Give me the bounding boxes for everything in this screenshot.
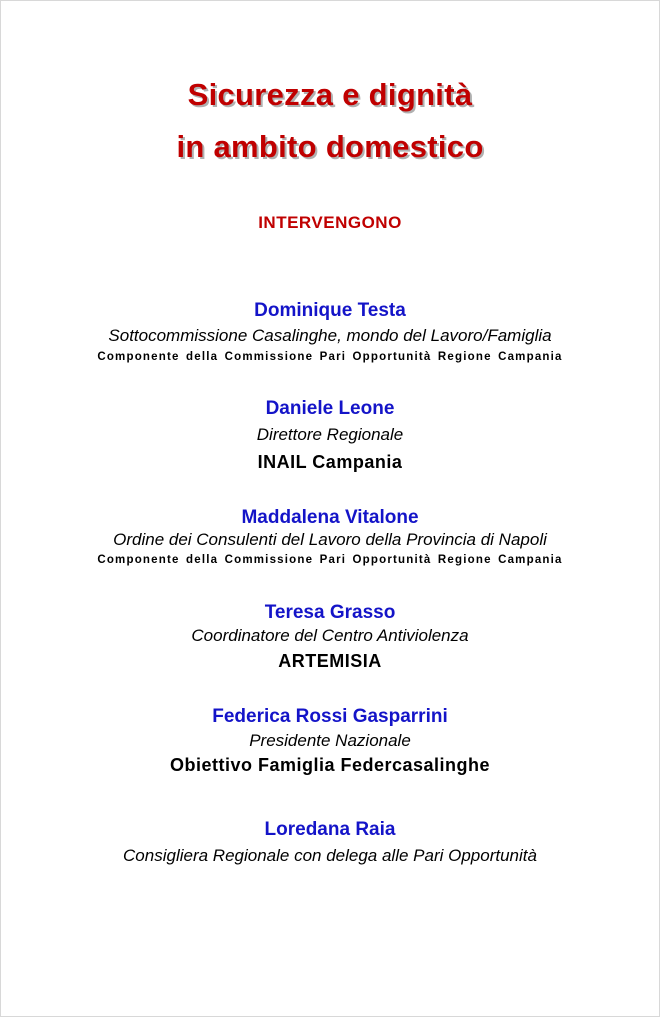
speaker-organization: Obiettivo Famiglia Federcasalinghe bbox=[169, 755, 491, 775]
speakers-heading: INTERVENGONO bbox=[258, 213, 402, 232]
speaker-organization: Componente della Commissione Pari Opportunità Regione Campania bbox=[97, 351, 563, 363]
title-line-1: Sicurezza e dignità bbox=[187, 77, 473, 112]
speaker-organization: INAIL Campania bbox=[257, 452, 403, 472]
speaker-organization: Componente della Commissione Pari Opportunità Regione Campania bbox=[97, 554, 563, 566]
speaker-name: Federica Rossi Gasparrini bbox=[212, 706, 448, 727]
speaker-name: Dominique Testa bbox=[254, 300, 406, 321]
speaker-name: Loredana Raia bbox=[264, 819, 396, 840]
speaker-role: Direttore Regionale bbox=[256, 425, 404, 444]
title-line-2: in ambito domestico bbox=[176, 129, 484, 164]
speaker-role: Coordinatore del Centro Antiviolenza bbox=[191, 626, 469, 645]
speaker-role: Consigliera Regionale con delega alle Pari Opportunità bbox=[123, 846, 537, 865]
speaker-name: Daniele Leone bbox=[265, 398, 395, 419]
speaker-name: Maddalena Vitalone bbox=[241, 507, 419, 528]
speaker-name: Teresa Grasso bbox=[264, 602, 396, 623]
speaker-role: Ordine dei Consulenti del Lavoro della Provincia di Napoli bbox=[113, 530, 547, 549]
speaker-organization: ARTEMISIA bbox=[278, 651, 382, 671]
speaker-role: Presidente Nazionale bbox=[249, 731, 411, 750]
speaker-role: Sottocommissione Casalinghe, mondo del Lavoro/Famiglia bbox=[108, 326, 552, 345]
